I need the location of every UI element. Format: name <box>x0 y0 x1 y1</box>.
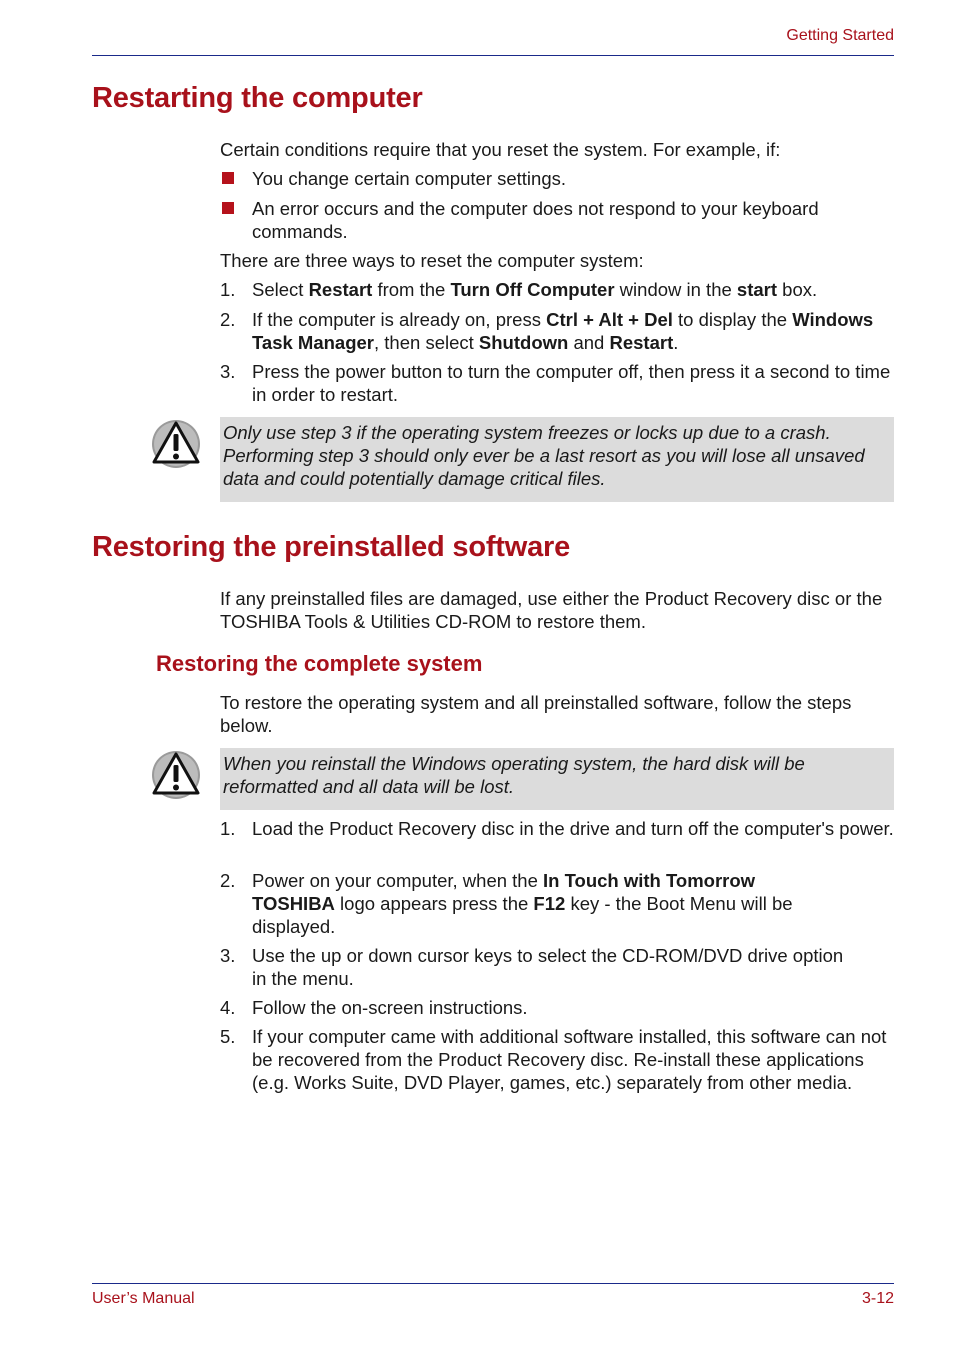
restoring-intro: If any preinstalled files are damaged, use either the Product Recovery disc or the TOSHIBA Tools & Utilities CD-ROM to restore them. <box>220 588 883 632</box>
complete-intro: To restore the operating system and all preinstalled software, follow the steps below. <box>220 692 852 736</box>
square-bullet-icon <box>222 202 234 214</box>
list-item: 3. Use the up or down cursor keys to select the CD-ROM/DVD drive option in the menu. <box>220 945 844 989</box>
restart-intro: Certain conditions require that you reset the system. For example, if: <box>220 139 781 160</box>
section-title-restarting: Restarting the computer <box>92 82 423 114</box>
restart-ways-intro: There are three ways to reset the computer system: <box>220 250 644 271</box>
list-item: An error occurs and the computer does not respond to your keyboard commands. <box>220 197 900 243</box>
subsection-title-complete-system: Restoring the complete system <box>156 651 483 676</box>
footer-manual-title: User’s Manual <box>92 1290 195 1307</box>
caution-note: When you reinstall the Windows operating system, the hard disk will be reformatted and all data will be lost. <box>220 748 894 810</box>
section-title-restoring: Restoring the preinstalled software <box>92 531 571 563</box>
warning-triangle-icon <box>150 749 202 801</box>
list-item: 1. Load the Product Recovery disc in the drive and turn off the computer's power. <box>220 818 894 839</box>
list-item: 5. If your computer came with additional software installed, this software can not be recovered from the Product Recovery disc. Re-install these applications (e.g. Works Suite, DVD Player, games, etc.) separately from other media. <box>220 1026 887 1093</box>
list-item: 4. Follow the on-screen instructions. <box>220 997 528 1018</box>
list-item: 2. Power on your computer, when the In Touch with Tomorrow TOSHIBA logo appears press the F12 key - the Boot Menu will be displayed. <box>220 870 793 937</box>
running-header: Getting Started <box>786 27 894 44</box>
page-number: 3-12 <box>861 1290 894 1307</box>
square-bullet-icon <box>222 172 234 184</box>
caution-note: Only use step 3 if the operating system freezes or locks up due to a crash. Performing step 3 should only ever be a last resort as you will lose all unsaved data and could potentially damage critical files. <box>220 417 894 502</box>
warning-triangle-icon <box>150 418 202 470</box>
list-item: You change certain computer settings. <box>220 167 900 190</box>
header-rule <box>92 55 894 56</box>
list-item: 2. If the computer is already on, press Ctrl + Alt + Del to display the Windows Task Manager, then select Shutdown and Restart. <box>220 309 874 353</box>
list-item: 1. Select Restart from the Turn Off Computer window in the start box. <box>220 279 818 300</box>
list-item: 3. Press the power button to turn the computer off, then press it a second to time in order to restart. <box>220 361 891 405</box>
footer-rule <box>92 1283 894 1284</box>
